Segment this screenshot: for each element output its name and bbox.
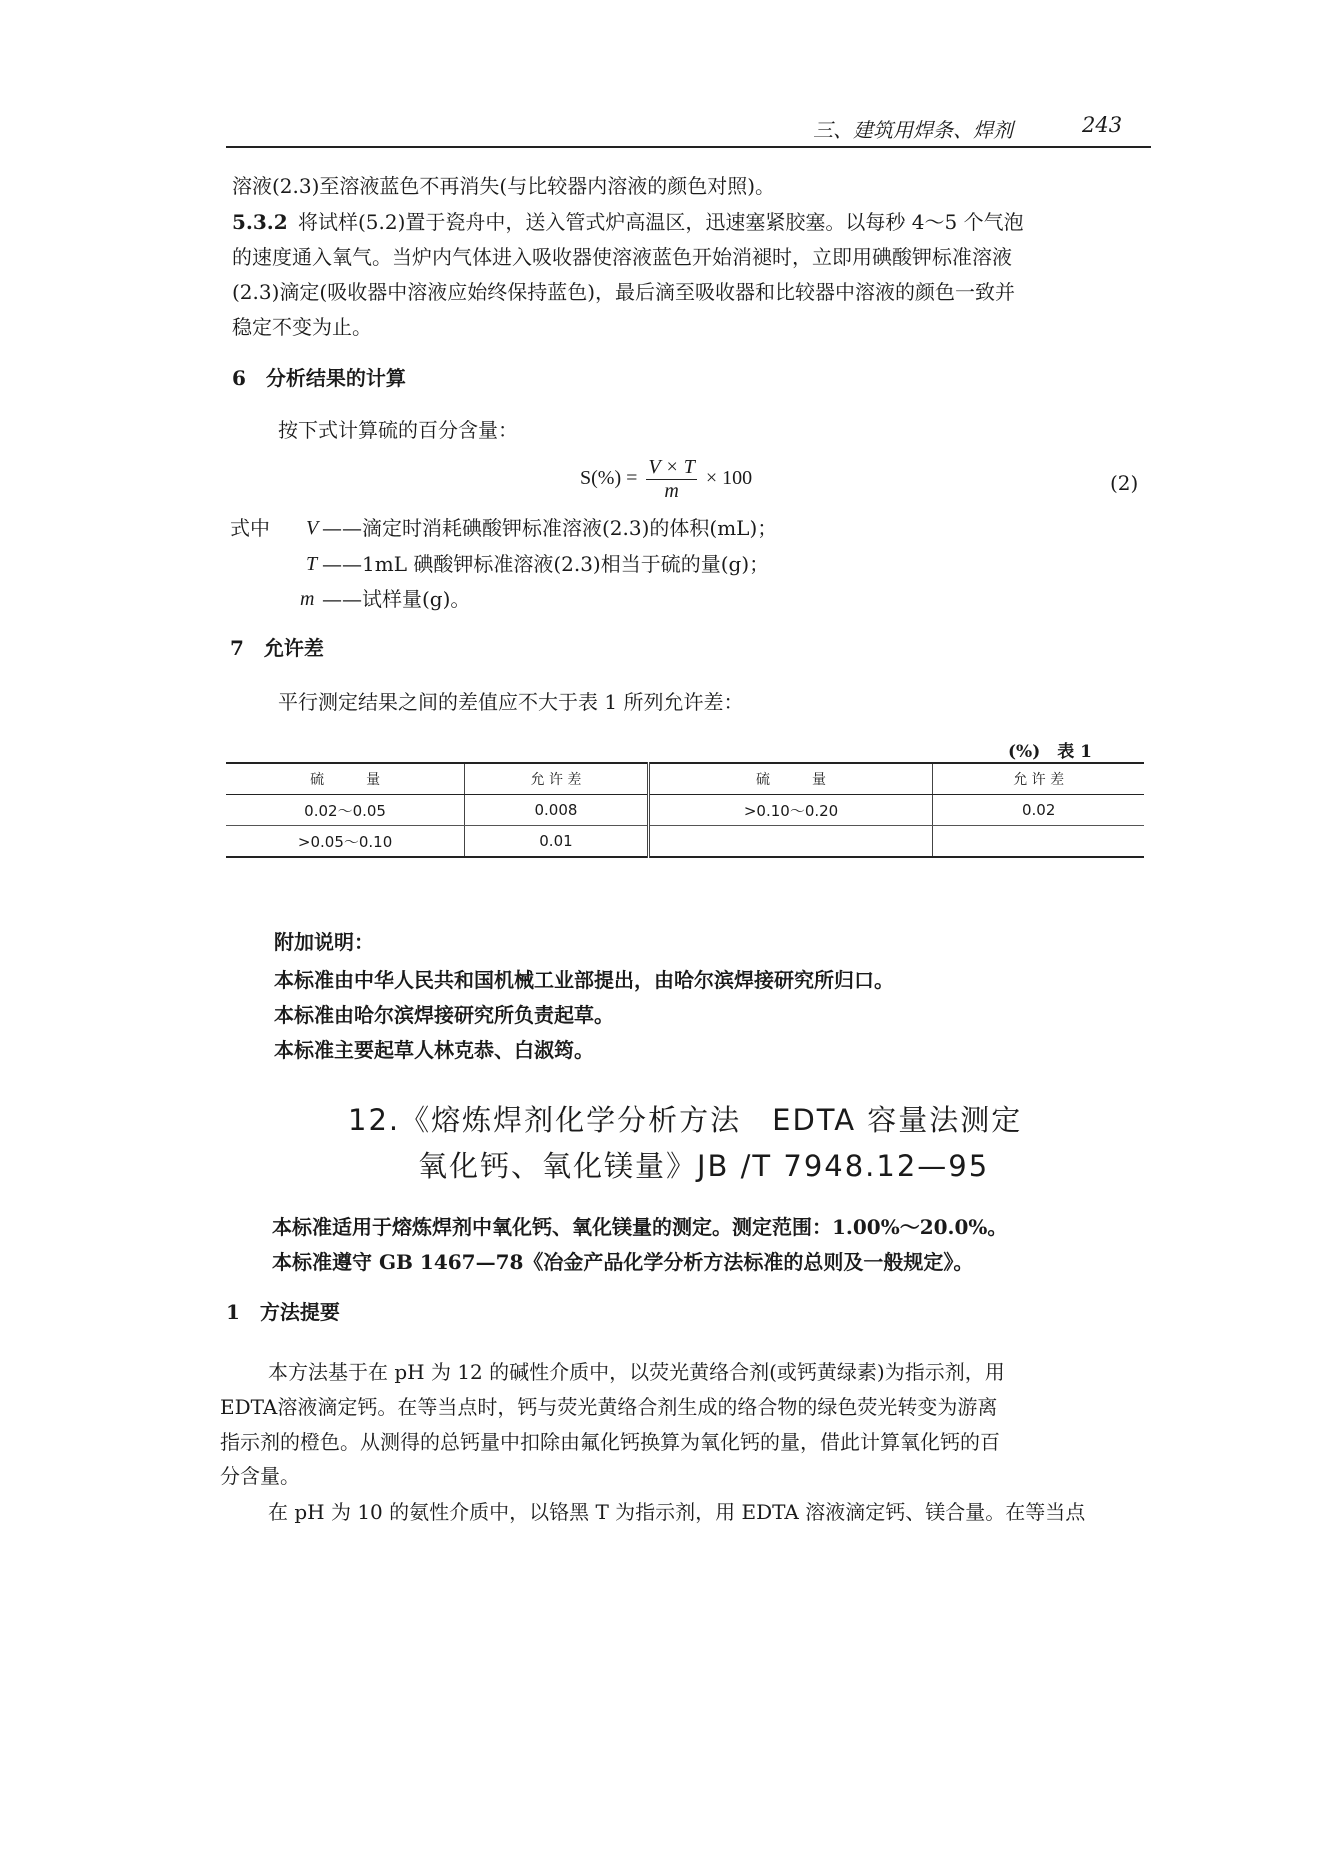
- table-header-row: [226, 763, 1144, 795]
- paragraph-line: 分含量。: [220, 1464, 300, 1488]
- section-heading: 7 允许差: [230, 636, 324, 660]
- paragraph-line: 在 pH 为 10 的氨性介质中，以铬黑 T 为指示剂，用 EDTA 溶液滴定钙、镁合量。在等当点: [268, 1500, 1086, 1524]
- table-cell: >0.10～0.20: [648, 795, 933, 826]
- table-cell: [933, 826, 1144, 858]
- paragraph-line: 的速度通入氧气。当炉内气体进入吸收器使溶液蓝色开始消褪时，立即用碘酸钾标准溶液: [232, 245, 1012, 269]
- formula-numerator: V × T: [648, 456, 695, 478]
- formula: [580, 456, 752, 503]
- standard-title-line2: 氧化钙、氧化镁量》JB /T 7948.12—95: [418, 1149, 990, 1183]
- formula-fraction: [646, 456, 696, 503]
- table-cell: 0.02～0.05: [226, 795, 465, 826]
- paragraph-line: 指示剂的橙色。从测得的总钙量中扣除由氟化钙换算为氧化钙的量，借此计算氧化钙的百: [220, 1430, 1000, 1454]
- formula-denominator: m: [664, 480, 679, 502]
- where-label: 式中: [230, 516, 270, 540]
- paragraph-line: 稳定不变为止。: [232, 315, 372, 339]
- variable-t: T: [306, 553, 318, 575]
- note-line: 本标准由中华人民共和国机械工业部提出，由哈尔滨焊接研究所归口。: [274, 968, 894, 992]
- clause-number: 5.3.2: [232, 210, 288, 234]
- note-title: 附加说明：: [274, 930, 374, 954]
- scope-line: 本标准遵守 GB 1467—78《冶金产品化学分析方法标准的总则及一般规定》。: [272, 1250, 974, 1274]
- variable-v: V: [306, 517, 319, 539]
- table-header-cell: 硫 量: [226, 763, 465, 795]
- formula-lhs: S(%) =: [580, 467, 638, 490]
- tolerance-table: [226, 762, 1144, 858]
- table-header-cell: 硫 量: [648, 763, 933, 795]
- table-cell: 0.01: [465, 826, 649, 858]
- table-row: [226, 795, 1144, 826]
- table-header-cell: 允 许 差: [465, 763, 649, 795]
- paragraph-line: 将试样(5.2)置于瓷舟中，送入管式炉高温区，迅速塞紧胶塞。以每秒 4～5 个气泡: [298, 210, 1024, 234]
- variable-m-desc: ——试样量(g)。: [322, 587, 471, 611]
- scope-line: 本标准适用于熔炼焊剂中氧化钙、氧化镁量的测定。测定范围：1.00%～20.0%。: [272, 1215, 1008, 1239]
- paragraph-line: EDTA溶液滴定钙。在等当点时，钙与荧光黄络合剂生成的络合物的绿色荧光转变为游离: [220, 1395, 998, 1419]
- standard-title-line1: 12.《熔炼焊剂化学分析方法 EDTA 容量法测定: [348, 1103, 1023, 1137]
- paragraph-line: (2.3)滴定(吸收器中溶液应始终保持蓝色)，最后滴至吸收器和比较器中溶液的颜色一致并: [232, 280, 1016, 304]
- page-number: 243: [1082, 113, 1123, 137]
- section-heading: 1 方法提要: [226, 1300, 340, 1324]
- paragraph-line: 溶液(2.3)至溶液蓝色不再消失(与比较器内溶液的颜色对照)。: [232, 174, 776, 198]
- formula-rhs: × 100: [705, 467, 753, 490]
- table-caption: (%) 表 1: [1008, 742, 1092, 762]
- table-row: [226, 826, 1144, 858]
- note-line: 本标准主要起草人林克恭、白淑筠。: [274, 1038, 594, 1062]
- paragraph-line: 平行测定结果之间的差值应不大于表 1 所列允许差：: [278, 690, 744, 714]
- running-title: 三、建筑用焊条、焊剂: [813, 118, 1013, 142]
- table-cell: 0.02: [933, 795, 1144, 826]
- table-cell: 0.008: [465, 795, 649, 826]
- table-cell: >0.05～0.10: [226, 826, 465, 858]
- note-line: 本标准由哈尔滨焊接研究所负责起草。: [274, 1003, 614, 1027]
- paragraph-line: 按下式计算硫的百分含量：: [278, 418, 518, 442]
- formula-number: (2): [1110, 471, 1139, 495]
- section-heading: 6 分析结果的计算: [232, 366, 406, 390]
- paragraph-line: 本方法基于在 pH 为 12 的碱性介质中，以荧光黄络合剂(或钙黄绿素)为指示剂，用: [268, 1360, 1005, 1384]
- table-header-cell: 允 许 差: [933, 763, 1144, 795]
- header-rule: [226, 146, 1151, 148]
- variable-t-desc: ——1mL 碘酸钾标准溶液(2.3)相当于硫的量(g)；: [322, 552, 770, 576]
- variable-m: m: [300, 588, 315, 610]
- variable-v-desc: ——滴定时消耗碘酸钾标准溶液(2.3)的体积(mL)；: [322, 516, 778, 540]
- table-cell: [648, 826, 933, 858]
